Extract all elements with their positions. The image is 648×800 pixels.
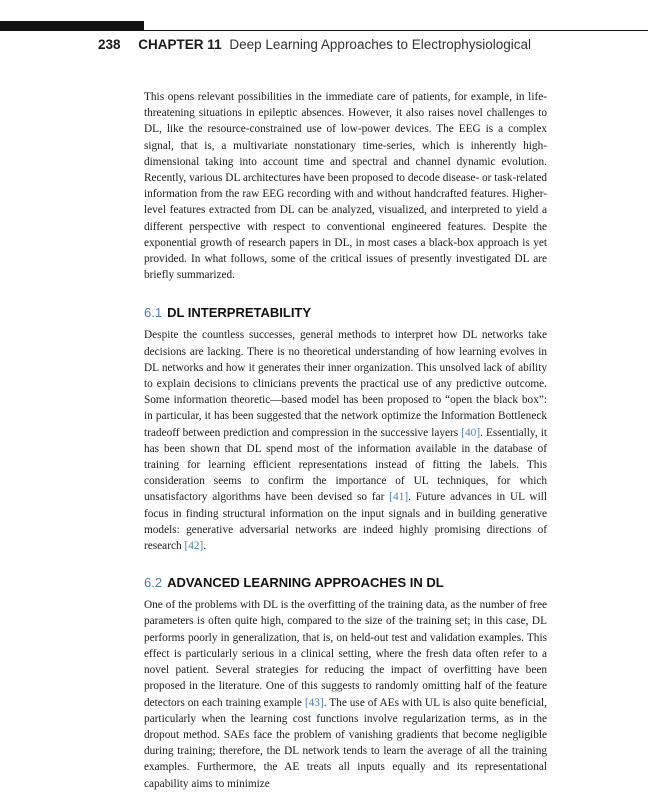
interpretability-paragraph [144,327,547,554]
page-number: 238 [98,37,121,52]
section-title: ADVANCED LEARNING APPROACHES IN DL [167,575,444,591]
running-head [98,35,531,55]
paragraph-text: Despite the countless successes, general methods to interpret how DL networks take decisions are lacking. There is no theoretical understanding of how learning evolves in DL networks and how it generates their inner organization. This unsolved lack of ability to explain decisions to clinicians prevents the practical use of any predictive outcome. Some information theoretic—based model has been proposed to “open the black box”: in particular, it has been suggested that the network optimize the Information Bottleneck tradeoff between prediction and compression in the successive layers [144,329,547,439]
section-number: 6.2 [144,575,163,591]
citation-link[interactable]: [43] [304,696,324,709]
paragraph-text: . Future advances in UL will focus in finding structural information on the input signals and in building generative models: generative adversarial networks are indeed highly promising directions of research [144,491,547,553]
section-number: 6.1 [144,305,163,321]
section-heading-advanced-learning [144,574,547,592]
page-body [144,89,547,792]
paragraph-text: . The use of AEs with UL is also quite beneficial, particularly when the learning cost functions involve regularization terms, as in the dropout method. SAEs face the problem of vanishing gradients that become negligible during training; therefore, the DL network tends to learn the average of all the training examples. Furthermore, the AE treats all inputs equally and its representational capability aims to minimize [144,696,548,790]
citation-link[interactable]: [41] [389,491,409,504]
section-title: DL INTERPRETABILITY [167,305,312,321]
paragraph-text: One of the problems with DL is the overfitting of the training data, as the number of free parameters is often quite high, compared to the size of the training set; in this case, DL performs poorly in generalization, that is, on held-out test and validation examples. This effect is particularly serious in a clinical setting, where the fresh data often refer to a novel patient. Several strategies for reducing the impact of overfitting have been proposed in the literature. One of this suggests to randomly omitting half of the feature detectors on each training example [144,599,547,709]
header-rule-thick [0,21,144,31]
chapter-title: Deep Learning Approaches to Electrophysiological [229,37,532,52]
intro-paragraph: This opens relevant possibilities in the immediate care of patients, for example, in life-threatening situations in epileptic absences. However, it also raises novel challenges to DL, like the resource-constrained use of low-power devices. The EEG is a complex signal, that is, a multivariate nonstationary time-series, which is inherently high-dimensional taking into account time and spectral and channel dynamic evolution. Recently, various DL architectures have been proposed to decode disease- or task-related information from the raw EEG recording with and without handcrafted features. Higher-level features extracted from DL can be analyzed, visualized, and interpreted to yield a different perspective with respect to conventional engineered features. Despite the exponential growth of research papers in DL, in most cases a black-box approach is yet provided. In what follows, some of the critical issues of presently investigated DL are briefly summarized. [144,91,547,282]
section-heading-interpretability [144,304,547,322]
paragraph-text: . Essentially, it has been shown that DL spend most of the information available in the database of training for learning efficient representations instead of fitting the labels. This consideration seems to confirm the importance of UL techniques, for which unsatisfactory algorithms have been devised so far [144,426,547,504]
citation-link[interactable]: [42] [184,540,204,553]
advanced-learning-paragraph [144,597,547,791]
paragraph-text: . [203,540,207,553]
chapter-label: CHAPTER 11 [138,37,222,52]
citation-link[interactable]: [40] [461,426,481,439]
header-rule-thin [144,30,648,31]
